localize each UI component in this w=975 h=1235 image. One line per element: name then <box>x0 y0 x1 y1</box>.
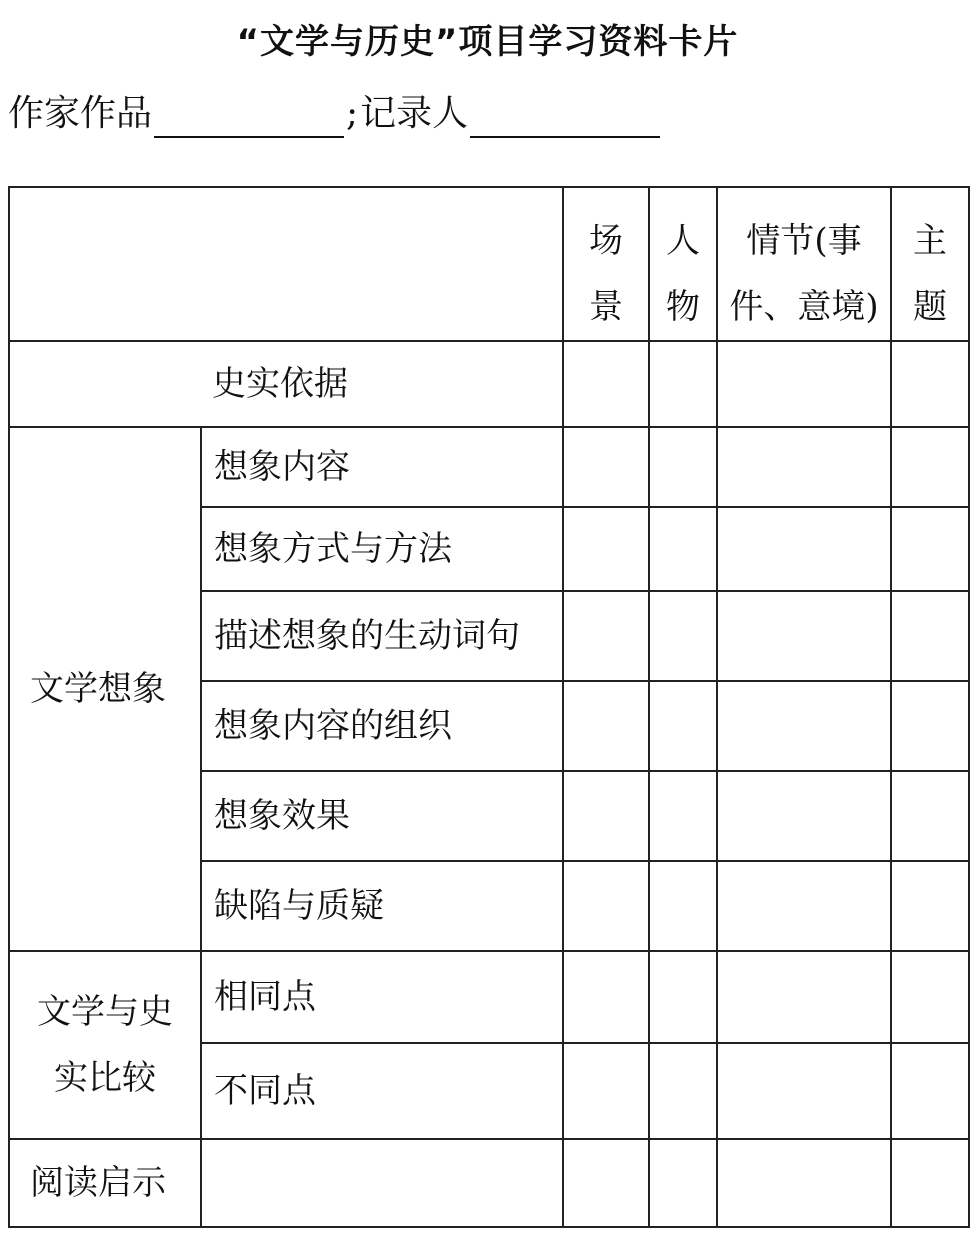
input-cell[interactable] <box>563 341 649 427</box>
header-corner-cell <box>9 187 563 341</box>
input-cell[interactable] <box>717 951 891 1043</box>
input-cell[interactable] <box>649 861 717 951</box>
input-cell[interactable] <box>563 1043 649 1139</box>
input-cell[interactable] <box>891 591 969 681</box>
input-cell[interactable] <box>563 951 649 1043</box>
card-title: “文学与历史”项目学习资料卡片 <box>236 22 739 62</box>
input-cell[interactable] <box>649 771 717 861</box>
input-cell[interactable] <box>891 507 969 591</box>
input-cell[interactable] <box>649 681 717 771</box>
header-row <box>9 187 969 341</box>
input-cell[interactable] <box>891 681 969 771</box>
input-cell[interactable] <box>649 1043 717 1139</box>
row-label: 想象内容 <box>201 427 563 507</box>
input-cell[interactable] <box>563 507 649 591</box>
row-label: 想象内容的组织 <box>201 681 563 771</box>
input-cell[interactable] <box>649 427 717 507</box>
row-label-reading-insight: 阅读启示 <box>9 1139 201 1227</box>
col-header-scene: 场 景 <box>563 187 649 341</box>
input-cell[interactable] <box>649 951 717 1043</box>
input-cell[interactable] <box>717 507 891 591</box>
input-cell[interactable] <box>649 591 717 681</box>
input-cell[interactable] <box>891 1043 969 1139</box>
input-cell[interactable] <box>649 507 717 591</box>
input-cell[interactable] <box>891 1139 969 1227</box>
input-cell[interactable] <box>717 771 891 861</box>
input-cell[interactable] <box>649 1139 717 1227</box>
input-cell[interactable] <box>563 427 649 507</box>
meta-separator: ; <box>346 93 359 134</box>
input-cell[interactable] <box>717 591 891 681</box>
recorder-blank[interactable] <box>470 92 660 138</box>
table-row <box>9 427 969 507</box>
table-row <box>9 1139 969 1227</box>
input-cell[interactable] <box>717 681 891 771</box>
input-cell[interactable] <box>891 341 969 427</box>
input-cell[interactable] <box>649 341 717 427</box>
author-work-label: 作家作品 <box>8 93 153 134</box>
col-header-character: 人 物 <box>649 187 717 341</box>
input-cell[interactable] <box>891 771 969 861</box>
row-label: 不同点 <box>201 1043 563 1139</box>
group-label-literary-imagination: 文学想象 <box>9 427 201 951</box>
row-label: 缺陷与质疑 <box>201 861 563 951</box>
input-cell[interactable] <box>717 1139 891 1227</box>
row-label: 想象效果 <box>201 771 563 861</box>
table-row <box>9 341 969 427</box>
card-meta-line <box>8 88 662 138</box>
input-cell[interactable] <box>891 427 969 507</box>
row-label: 相同点 <box>201 951 563 1043</box>
col-header-theme: 主 题 <box>891 187 969 341</box>
input-cell[interactable] <box>563 771 649 861</box>
input-cell[interactable] <box>201 1139 563 1227</box>
input-cell[interactable] <box>717 1043 891 1139</box>
input-cell[interactable] <box>717 861 891 951</box>
input-cell[interactable] <box>717 427 891 507</box>
recorder-label: 记录人 <box>360 93 469 134</box>
input-cell[interactable] <box>891 951 969 1043</box>
row-label: 描述想象的生动词句 <box>201 591 563 681</box>
input-cell[interactable] <box>891 861 969 951</box>
study-card-table <box>8 186 970 1228</box>
input-cell[interactable] <box>717 341 891 427</box>
author-work-blank[interactable] <box>154 92 344 138</box>
table-row <box>9 951 969 1043</box>
group-label-comparison: 文学与史 实比较 <box>9 951 201 1139</box>
input-cell[interactable] <box>563 591 649 681</box>
input-cell[interactable] <box>563 861 649 951</box>
row-label-historical-basis: 史实依据 <box>9 341 563 427</box>
input-cell[interactable] <box>563 1139 649 1227</box>
row-label: 想象方式与方法 <box>201 507 563 591</box>
col-header-plot: 情节(事 件、意境) <box>717 187 891 341</box>
input-cell[interactable] <box>563 681 649 771</box>
